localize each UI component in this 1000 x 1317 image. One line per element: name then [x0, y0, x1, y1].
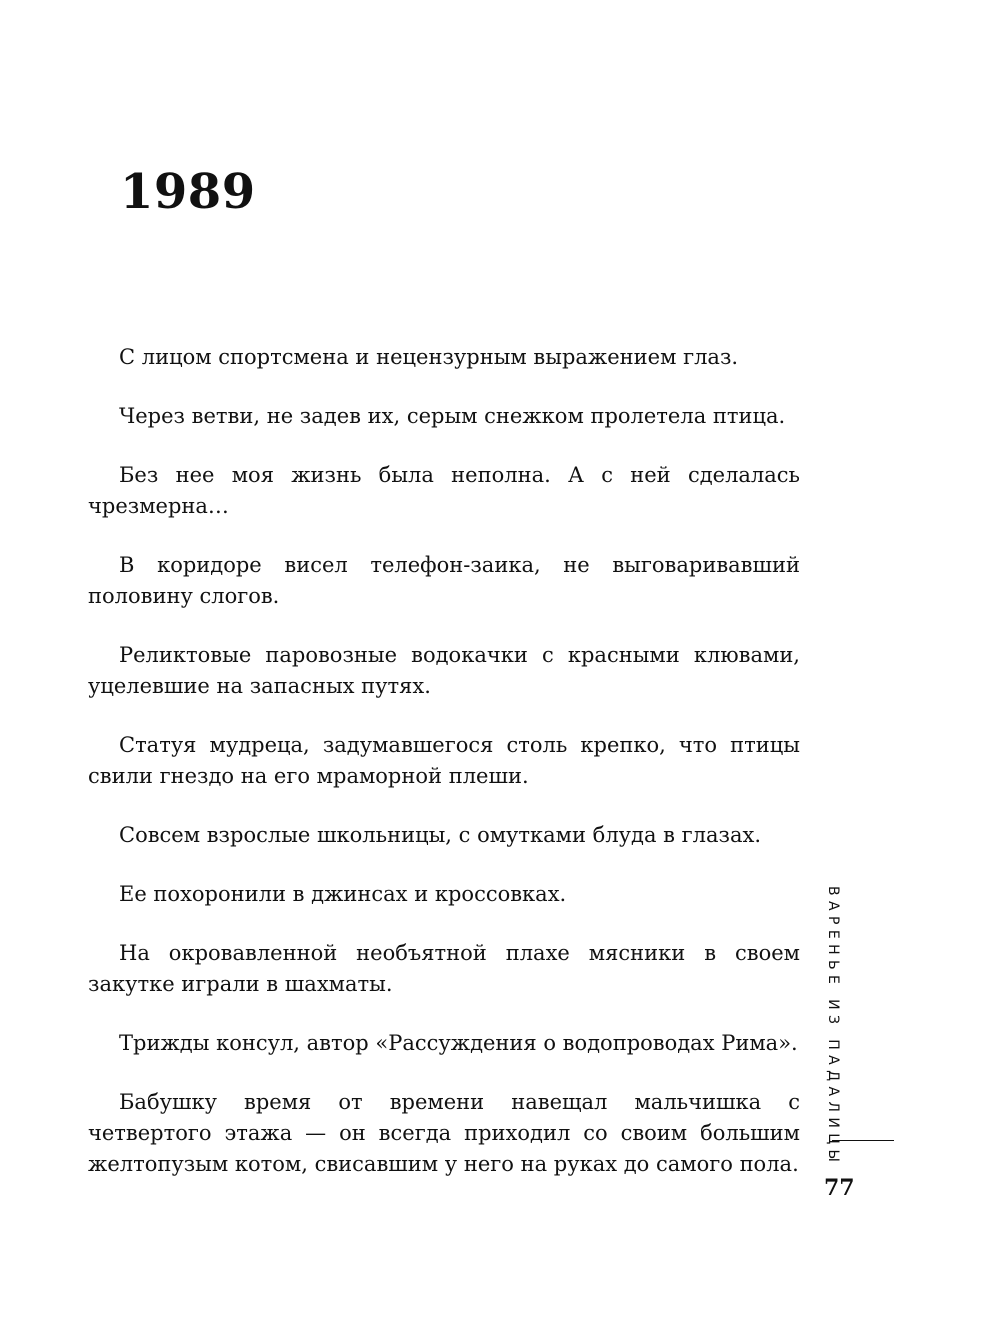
body-text [88, 342, 800, 1180]
paragraph: Ее похоронили в джинсах и кроссовках. [119, 882, 567, 906]
paragraph: Статуя мудреца, задумавшегося столь крепко, что птицы свили гнездо на его мраморной плеши. [88, 733, 800, 788]
paragraph: Реликтовые паровозные водокачки с красными клювами, уцелевшие на запасных путях. [88, 643, 800, 698]
paragraph: Совсем взрослые школьницы, с омутками блуда в глазах. [119, 823, 761, 847]
page-number: 77 [824, 1175, 855, 1201]
paragraph: На окровавленной необъятной плахе мясники в своем закутке играли в шахматы. [88, 941, 800, 996]
paragraph: В коридоре висел телефон-заика, не выговаривавший половину слогов. [88, 553, 800, 608]
paragraph: Бабушку время от времени навещал мальчишка с четвертого этажа — он всегда приходил со своим большим желтопузым котом, свисавшим у него на руках до самого пола. [88, 1090, 800, 1176]
paragraph: С лицом спортсмена и нецензурным выражением глаз. [119, 345, 739, 369]
footer-rule [832, 1140, 894, 1141]
paragraph: Через ветви, не задев их, серым снежком пролетела птица. [119, 404, 786, 428]
paragraph: Трижды консул, автор «Рассуждения о водопроводах Рима». [119, 1031, 798, 1055]
chapter-title: 1989 [120, 164, 256, 220]
running-head: ВАРЕНЬЕ ИЗ ПАДАЛИЦЫ [825, 886, 841, 1168]
paragraph: Без нее моя жизнь была неполна. А с ней сделалась чрезмерна… [88, 463, 800, 518]
